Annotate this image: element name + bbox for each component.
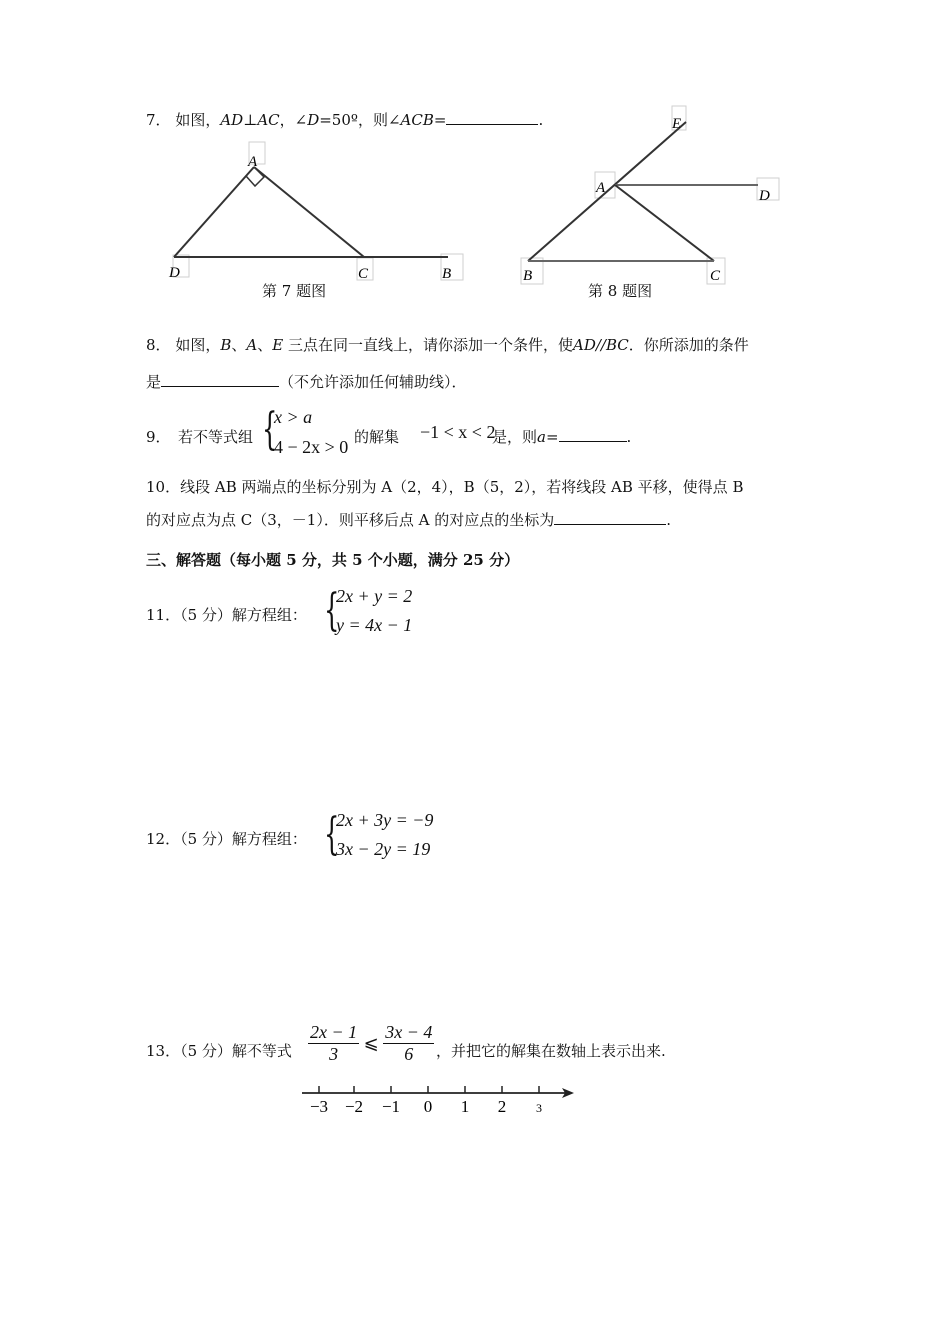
q13-leq: ⩽ <box>363 1033 379 1053</box>
fig8-label-b: B <box>523 268 533 284</box>
q8-sep-2: 、 <box>257 336 273 354</box>
fig8-label-d: D <box>759 188 770 204</box>
number-line-tick-label: −2 <box>344 1097 364 1116</box>
q7-text-ac: AC <box>257 111 280 129</box>
q7-period: . <box>538 111 544 129</box>
q11-eq-1: 2x + y = 2 <box>336 586 413 606</box>
number-line-tick-label: 0 <box>423 1097 433 1116</box>
q10-line-2-text: 的对应点为点 C（3，－1）．则平移后点 A 的对应点的坐标为 <box>146 511 555 529</box>
q10-line-2 <box>146 509 671 530</box>
fig8-label-c: C <box>710 268 721 284</box>
q13-frac2-den: 6 <box>404 1044 414 1064</box>
fig7-line-ac <box>254 167 364 257</box>
q12-eq-1: 2x + 3y = −9 <box>336 810 434 830</box>
number-line-tick-label: −3 <box>309 1097 329 1116</box>
q13-frac1-num: 2x − 1 <box>310 1022 358 1042</box>
q8-ad-bc: AD//BC <box>572 336 629 354</box>
q9-range: −1 < x < 2 <box>420 422 496 442</box>
q9-post <box>492 426 631 447</box>
q7-number: 7． <box>146 111 171 129</box>
q13-fraction-2 <box>383 1022 434 1065</box>
number-line-tick-label: −1 <box>381 1097 401 1116</box>
fig8-line-ac <box>615 185 714 261</box>
q8-text-2: 三点在同一直线上，请你添加一个条件，使 <box>283 336 573 354</box>
figure-8 <box>515 100 795 290</box>
q9-system-1: x > a <box>274 407 313 427</box>
q9-pre: 若不等式组 <box>178 428 254 446</box>
q11-label: 11．（5 分）解方程组： <box>146 606 307 624</box>
number-line-tick-label: 1 <box>460 1097 470 1116</box>
q12-brace: { <box>324 809 340 860</box>
section-3-title: 三、解答题（每小题 5 分，共 5 个小题，满分 25 分） <box>146 551 520 569</box>
q9-number: 9． <box>146 428 171 446</box>
q12-label: 12．（5 分）解方程组： <box>146 830 307 848</box>
number-line-tick-label: 2 <box>497 1097 507 1116</box>
q8-a: A <box>246 336 258 354</box>
q7-perp: ⊥ <box>243 111 258 129</box>
q13-label: 13．（5 分）解不等式 <box>146 1042 292 1060</box>
q10-line-1: 10．线段 AB 两端点的坐标分别为 A（2，4），B（5，2），若将线段 AB 平移，使得点 B <box>146 478 744 496</box>
q9-answer-blank[interactable] <box>559 427 627 442</box>
figure-7 <box>160 140 480 290</box>
q8-e: E <box>272 336 284 354</box>
number-line[interactable] <box>296 1080 586 1120</box>
q8-b: B <box>220 336 232 354</box>
q13-frac1-den: 3 <box>329 1044 339 1064</box>
fig8-label-a: A <box>596 180 606 196</box>
q7-text-ad: AD <box>220 111 244 129</box>
q9-post-text: 是，则 <box>492 428 538 446</box>
q8-text-5: （不允许添加任何辅助线）． <box>279 373 467 391</box>
fig7-label-a: A <box>248 154 258 170</box>
q9-eq: = <box>545 428 559 446</box>
q8-number: 8． <box>146 336 171 354</box>
q9-end: . <box>626 428 632 446</box>
q8-line-2 <box>146 371 467 392</box>
fig7-label-d: D <box>169 265 180 281</box>
q13-fraction-1 <box>308 1022 359 1065</box>
q8-text-1: 如图， <box>175 336 221 354</box>
q9-mid: 的解集 <box>354 428 400 446</box>
fig8-line-be <box>528 122 686 261</box>
q8-text-3: ．你所添加的条件 <box>628 336 749 354</box>
q7-eq: = <box>433 111 447 129</box>
q13-frac2-num: 3x − 4 <box>385 1022 433 1042</box>
q9-var: a <box>537 428 546 446</box>
q7-angle: ，∠ <box>279 111 308 129</box>
q11-brace: { <box>324 585 340 636</box>
q10-answer-blank[interactable] <box>554 510 666 525</box>
fig7-label-b: B <box>442 266 452 282</box>
q13-inequality <box>308 1022 434 1065</box>
q7-text-1: 如图， <box>175 111 221 129</box>
q7-text-2: =50º，则∠ <box>319 111 401 129</box>
q7-text-d: D <box>307 111 320 129</box>
q12-eq-2: 3x − 2y = 19 <box>336 839 431 859</box>
q10-end: . <box>666 511 671 529</box>
q8-text-4: 是 <box>146 373 162 391</box>
figure-8-caption: 第 8 题图 <box>588 282 653 300</box>
q8-line-1 <box>146 334 749 355</box>
q9-brace: { <box>262 404 278 455</box>
figure-7-caption: 第 7 题图 <box>262 282 327 300</box>
q7-text-acb: ACB <box>400 111 434 129</box>
q13-post: ，并把它的解集在数轴上表示出来. <box>436 1042 666 1060</box>
q8-sep-1: 、 <box>231 336 247 354</box>
fig8-label-e: E <box>672 116 682 132</box>
number-line-tick-label: 3 <box>536 1101 542 1115</box>
q8-answer-blank[interactable] <box>161 372 279 387</box>
q9-system-2: 4 − 2x > 0 <box>274 437 349 457</box>
q11-eq-2: y = 4x − 1 <box>336 615 413 635</box>
fig7-line-da <box>174 167 254 257</box>
fig7-label-c: C <box>358 266 369 282</box>
q7-line <box>146 109 543 130</box>
